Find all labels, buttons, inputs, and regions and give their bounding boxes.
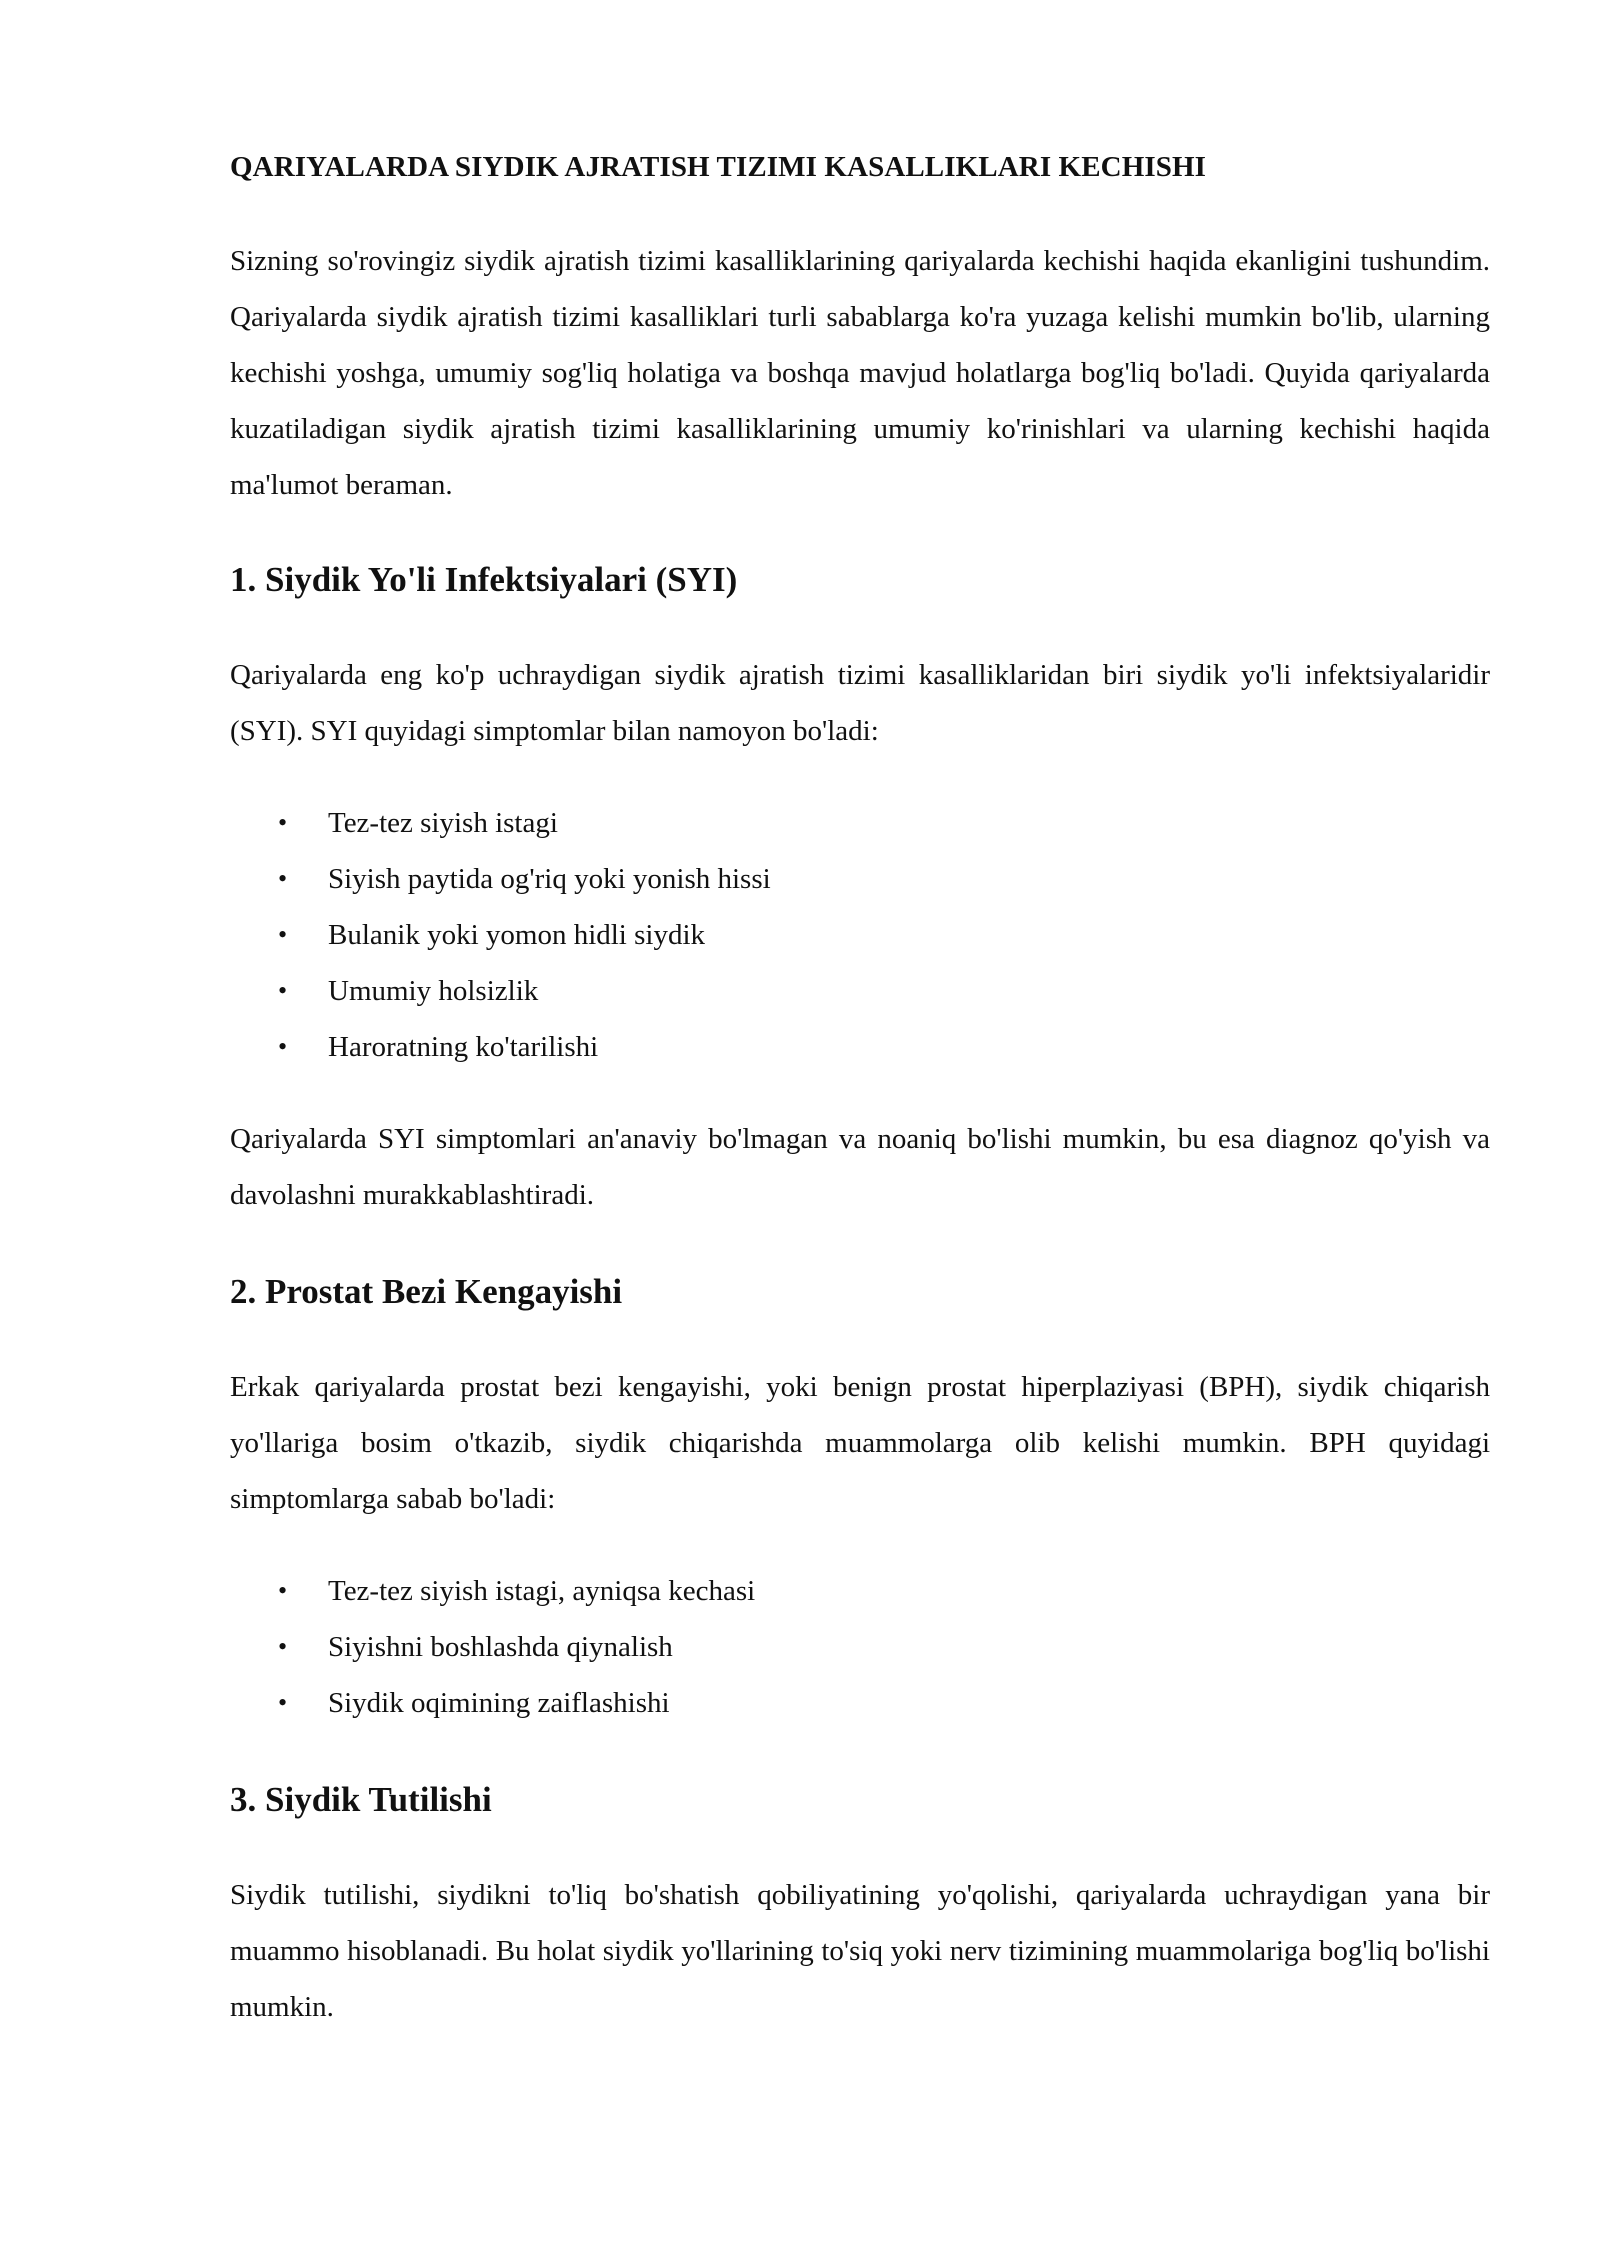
list-item-text: Siyish paytida og'riq yoki yonish hissi — [328, 862, 771, 895]
list-item — [230, 1619, 1490, 1675]
document-title: QARIYALARDA SIYDIK AJRATISH TIZIMI KASALLIKLARI KECHISHI — [230, 151, 1207, 183]
bullet-icon: • — [278, 1575, 288, 1605]
list-item — [230, 907, 1490, 963]
list-item — [230, 1019, 1490, 1075]
section-2-symptom-list — [230, 1563, 1490, 1731]
section-2-heading: 2. Prostat Bezi Kengayishi — [230, 1271, 623, 1311]
list-item-text: Siyishni boshlashda qiynalish — [328, 1630, 673, 1663]
bullet-icon: • — [278, 975, 288, 1005]
section-3-heading: 3. Siydik Tutilishi — [230, 1779, 492, 1819]
bullet-icon: • — [278, 863, 288, 893]
list-item — [230, 795, 1490, 851]
list-item — [230, 1675, 1490, 1731]
list-item — [230, 963, 1490, 1019]
section-1-after-paragraph: Qariyalarda SYI simptomlari an'anaviy bo'lmagan va noaniq bo'lishi mumkin, bu esa diagnoz qo'yish va davolashni murakkablashtiradi. — [230, 1122, 1490, 1211]
bullet-icon: • — [278, 1631, 288, 1661]
list-item — [230, 851, 1490, 907]
section-1-heading: 1. Siydik Yo'li Infektsiyalari (SYI) — [230, 559, 738, 599]
section-2-paragraph: Erkak qariyalarda prostat bezi kengayishi, yoki benign prostat hiperplaziyasi (BPH), siydik chiqarish yo'llariga bosim o'tkazib, siydik chiqarishda muammolarga olib kelishi mumkin. BPH quyidagi simptomlarga sabab bo'ladi: — [230, 1370, 1490, 1515]
list-item-text: Siydik oqimining zaiflashishi — [328, 1686, 670, 1719]
list-item-text: Umumiy holsizlik — [328, 974, 539, 1007]
section-1-symptom-list — [230, 795, 1490, 1075]
document-page — [230, 150, 1490, 2035]
bullet-icon: • — [278, 807, 288, 837]
list-item — [230, 1563, 1490, 1619]
bullet-icon: • — [278, 1031, 288, 1061]
list-item-text: Haroratning ko'tarilishi — [328, 1030, 599, 1063]
bullet-icon: • — [278, 919, 288, 949]
section-1-paragraph: Qariyalarda eng ko'p uchraydigan siydik ajratish tizimi kasalliklaridan biri siydik yo'li infektsiyalaridir (SYI). SYI quyidagi simptomlar bilan namoyon bo'ladi: — [230, 658, 1490, 747]
section-3-paragraph: Siydik tutilishi, siydikni to'liq bo'shatish qobiliyatining yo'qolishi, qariyalarda uchraydigan yana bir muammo hisoblanadi. Bu holat siydik yo'llarining to'siq yoki nerv tizimining muammolariga bog'liq bo'lishi mumkin. — [230, 1878, 1490, 2023]
bullet-icon: • — [278, 1687, 288, 1717]
list-item-text: Bulanik yoki yomon hidli siydik — [328, 918, 706, 951]
list-item-text: Tez-tez siyish istagi, ayniqsa kechasi — [328, 1574, 756, 1607]
intro-paragraph: Sizning so'rovingiz siydik ajratish tizimi kasalliklarining qariyalarda kechishi haqida ekanligini tushundim. Qariyalarda siydik ajratish tizimi kasalliklari turli sabablarga ko'ra yuzaga kelishi mumkin bo'lib, ularning kechishi yoshga, umumiy sog'liq holatiga va boshqa mavjud holatlarga bog'liq bo'ladi. Quyida qariyalarda kuzatiladigan siydik ajratish tizimi kasalliklarining umumiy ko'rinishlari va ularning kechishi haqida ma'lumot beraman. — [230, 244, 1490, 501]
list-item-text: Tez-tez siyish istagi — [328, 806, 558, 839]
